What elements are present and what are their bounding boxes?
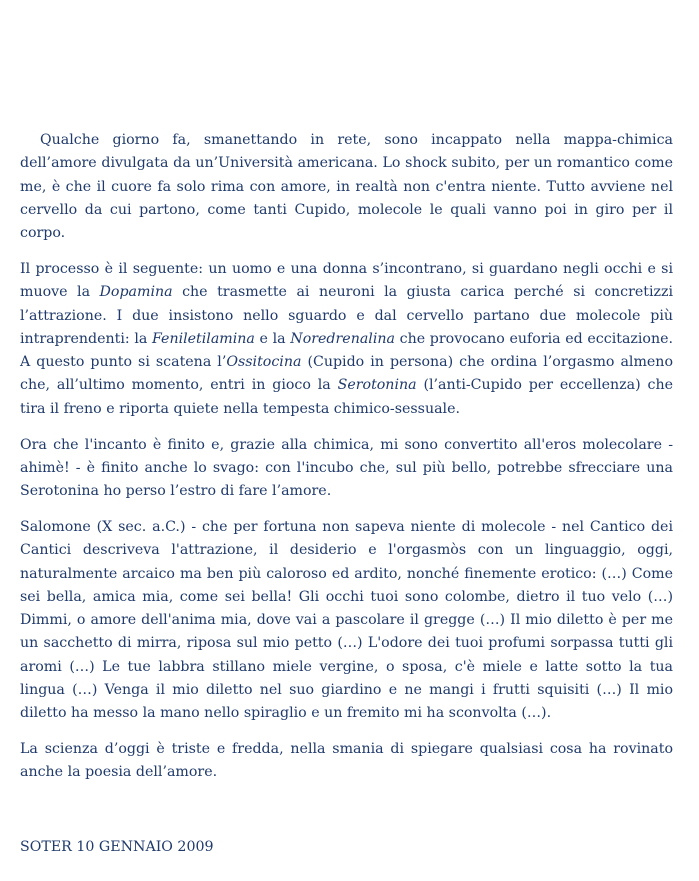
paragraph-intro: Qualche giorno fa, smanettando in rete, sono incappato nella mappa-chimica dell’amore divulgata da un’Università americana. Lo shock subito, per un romantico come me, è che il cuore fa solo rima con amore, in realtà non c'entra niente. Tutto avviene nel cervello da cui partono, come tanti Cupido, molecole le quali vanno poi in giro per il corpo. — [20, 132, 673, 242]
paragraph-conclusion: La scienza d’oggi è triste e fredda, nella smania di spiegare qualsiasi cosa ha rovinato anche la poesia dell’amore. — [20, 741, 673, 781]
term-noredrenalina: Noredrenalina — [290, 330, 395, 347]
article-body — [20, 129, 673, 797]
paragraph-process — [20, 258, 673, 421]
term-feniletilamina: Feniletilamina — [151, 330, 255, 347]
paragraph-salomone: Salomone (X sec. a.C.) - che per fortuna non sapeva niente di molecole - nel Cantico dei Cantici descriveva l'attrazione, il desiderio e l'orgasmòs con un linguaggio, oggi, naturalmente arcaico ma ben più caloroso ed ardito, nonché finemente erotico: (…) Come sei bella, amica mia, come sei bella! Gli occhi tuoi sono colombe, dietro il tuo velo (…) Dimmi, o amore dell'anima mia, dove vai a pascolare il gregge (…) Il mio diletto è per me un sacchetto di mirra, riposa sul mio petto (…) L'odore dei tuoi profumi sorpassa tutti gli aromi (…) Le tue labbra stillano miele vergine, o sposa, c'è miele e latte sotto la tua lingua (…) Venga il mio diletto nel suo giardino e ne mangi i frutti squisiti (…) Il mio diletto ha messo la mano nello spiraglio e un fremito mi ha sconvolta (…). — [20, 518, 673, 722]
author-signature: SOTER 10 GENNAIO 2009 — [20, 839, 214, 855]
text-segment: (Cupido in persona) che ordina l’orgasmo almeno che, all’ultimo momento, entri in gioco la — [20, 354, 673, 394]
term-dopamina: Dopamina — [99, 284, 173, 301]
text-segment: e la — [254, 330, 291, 347]
text-segment: Il processo è il seguente: un uomo e una donna s’incontrano, si guardano negli occhi e si muove la — [20, 260, 673, 301]
text-segment: che trasmette ai neuroni la giusta carica perché si concretizzi l’attrazione. I due insistono nello sguardo e dal cervello partano due molecole più intraprendenti: la — [20, 284, 673, 347]
paragraph-aftermath: Ora che l'incanto è finito e, grazie alla chimica, mi sono convertito all'eros molecolare - ahimè! - è finito anche lo svago: con l'incubo che, sul più bello, potrebbe sfrecciare una Serotonina ho perso l’estro di fare l’amore. — [20, 436, 673, 500]
term-ossitocina: Ossitocina — [226, 354, 302, 371]
text-segment: che provocano euforia ed eccitazione. A questo punto si scatena l’ — [20, 330, 673, 371]
term-serotonina: Serotonina — [337, 377, 417, 394]
text-segment: (l’anti-Cupido per eccellenza) che tira il freno e riporta quiete nella tempesta chimico-sessuale. — [20, 377, 673, 417]
